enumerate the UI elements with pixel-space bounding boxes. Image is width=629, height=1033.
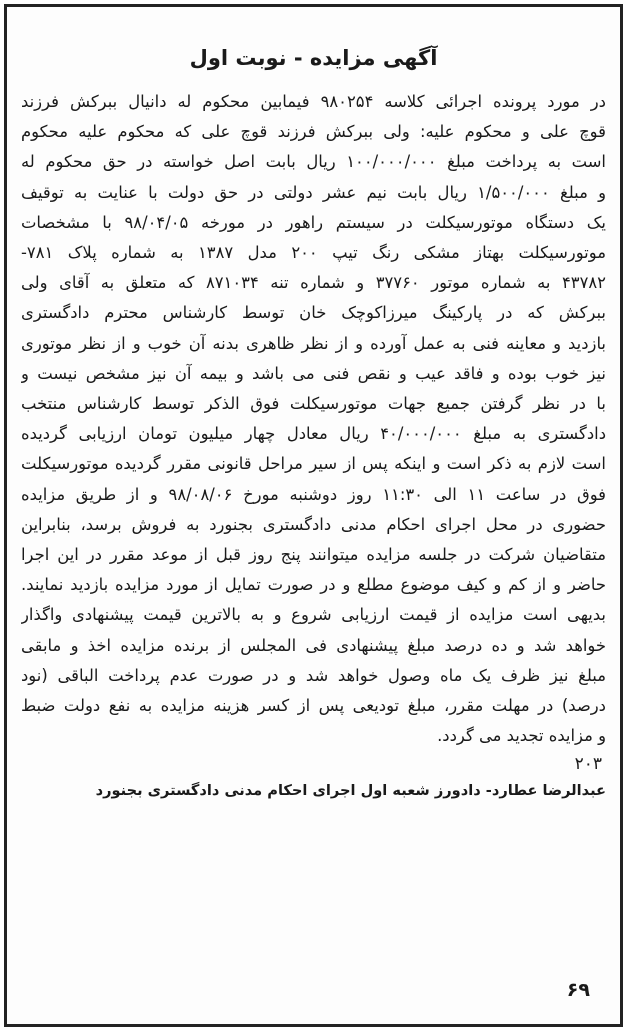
- body-line: نیز خوب بوده و فاقد عیب و نقص فنی می باشد و بیمه آن نیز مشخص نیست و: [21, 363, 606, 383]
- body-line: بدیهی است مزایده از قیمت ارزیابی شروع و به بالاترین قیمت پیشنهادی واگذار: [21, 605, 606, 625]
- body-line: خواهد شد و ده درصد مبلغ پیشنهادی فی المجلس از برنده مزایده اخذ و مابقی: [21, 635, 606, 655]
- body-line: دادگستری به مبلغ ۴۰/۰۰۰/۰۰۰ ریال معادل چهار میلیون تومان ارزیابی گردیده: [21, 424, 606, 444]
- body-line: با در نظر گرفتن جمیع جهات موتورسیکلت فوق الذکر توسط کارشناس منتخب: [21, 394, 606, 414]
- body-line: موتورسیکلت بهتاز مشکی رنگ تیپ ۲۰۰ مدل ۱۳۸۷ به شماره پلاک ۷۸۱-: [21, 243, 606, 263]
- body-line: حاضر و از کم و کیف موضوع مطلع و در صورت تمایل از مورد مزایده بازدید نمایند.: [21, 575, 606, 595]
- body-line: فوق در ساعت ۱۱ الی ۱۱:۳۰ روز دوشنبه مورخ ۹۸/۰۸/۰۶ و از طریق مزایده: [21, 484, 606, 504]
- body-line: است لازم به ذکر است و اینکه پس از سیر مراحل قانونی مقرر گردیده موتورسیکلت: [21, 454, 606, 474]
- body-line: حضوری در محل اجرای احکام مدنی دادگستری بجنورد به فروش برسد، بنابراین: [21, 514, 606, 534]
- notice-code: ۲۰۳: [574, 754, 602, 775]
- body-line: بازدید و معاینه فنی به عمل آورده و از نظر ظاهری بدنه آن خوب و از نظر موتوری: [21, 333, 606, 353]
- body-line: قوچ علی و محکوم علیه: ولی ببرکش فرزند قوچ علی که محکوم علیه محکوم: [21, 122, 606, 142]
- body-line: متقاضیان شرکت در جلسه مزایده میتوانند پنج روز قبل از موعد مقرر در این اجرا: [21, 545, 606, 565]
- body-line: درصد) در مهلت مقرر، مبلغ تودیعی پس از کسر هزینه مزایده به نفع دولت ضبط: [21, 696, 606, 716]
- notice-body: [21, 87, 606, 751]
- body-line: و مزایده تجدید می گردد.: [437, 726, 606, 746]
- body-line: ۴۳۷۸۲ به شماره موتور ۳۷۷۶۰ و شماره تنه ۸۷۱۰۳۴ که متعلق به آقای ولی: [21, 273, 606, 293]
- notice-title: آگهی مزایده - نوبت اول: [189, 46, 438, 70]
- notice-signature: عبدالرضا عطارد- دادورز شعبه اول اجرای احکام مدنی دادگستری بجنورد: [95, 782, 606, 800]
- body-line: یک دستگاه موتورسیکلت در سیستم راهور در مورخه ۹۸/۰۴/۰۵ با مشخصات: [21, 212, 606, 232]
- body-line: در مورد پرونده اجرائی کلاسه ۹۸۰۲۵۴ فیمابین محکوم له دانیال ببرکش فرزند: [21, 92, 606, 111]
- body-line: است به پرداخت مبلغ ۱۰۰/۰۰۰/۰۰۰ ریال بابت اصل خواسته در حق محکوم له: [21, 152, 606, 172]
- notice-content: [21, 43, 606, 805]
- notice-frame: [4, 4, 623, 1027]
- body-line: ببرکش که در پارکینگ میرزاکوچک خان توسط کارشناس محترم دادگستری: [21, 303, 606, 323]
- body-line: و مبلغ ۱/۵۰۰/۰۰۰ ریال بابت نیم عشر دولتی در حق دولت با عنایت به توقیف: [21, 182, 606, 202]
- page-number: ۶۹: [566, 979, 590, 1001]
- body-line: مبلغ نیز ظرف یک ماه وصول خواهد شد و در صورت عدم پرداخت الباقی (نود: [21, 665, 606, 685]
